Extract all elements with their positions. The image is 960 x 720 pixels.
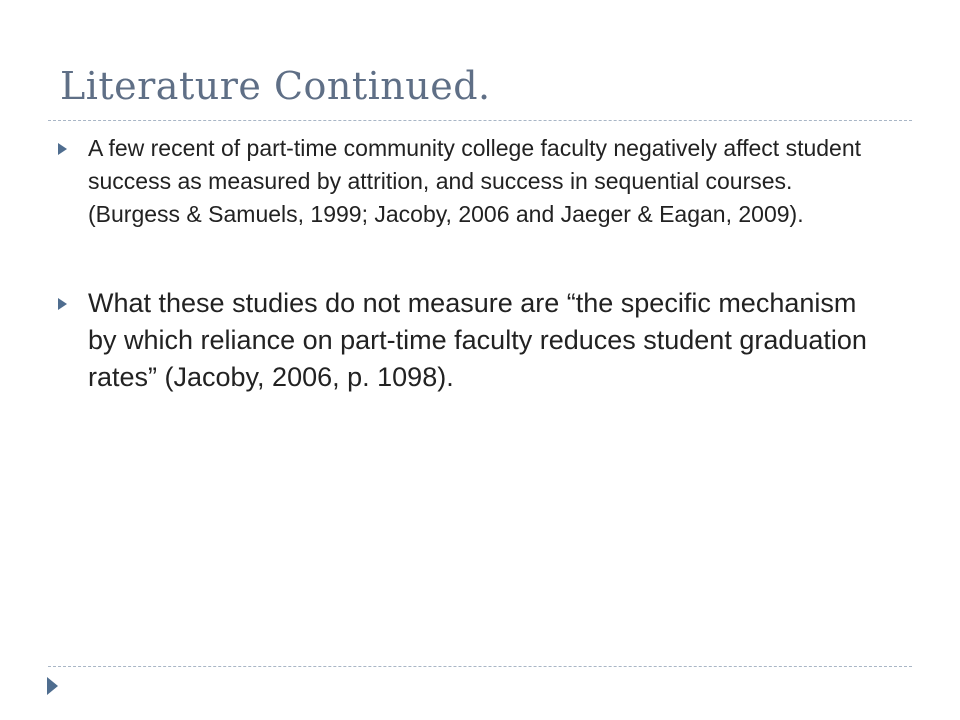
bullet-text: A few recent of part-time community college faculty negatively affect student success as measured by attrition, and success in sequential courses. (Burgess & Samuels, 1999; Jacoby, 2006 and Jaeger & Eagan, 2009). (88, 135, 862, 227)
bullet-item (54, 132, 874, 231)
title-divider (48, 120, 912, 121)
bullet-list (54, 132, 874, 396)
triangle-bullet-icon (58, 143, 67, 155)
triangle-arrow-icon (47, 677, 58, 695)
footer-divider (48, 666, 912, 667)
bullet-text: What these studies do not measure are “the specific mechanism by which reliance on part-time faculty reduces student graduation rates” (Jacoby, 2006, p. 1098). (88, 288, 867, 392)
bullet-item (54, 285, 874, 396)
slide-title: Literature Continued. (60, 64, 491, 108)
triangle-bullet-icon (58, 298, 67, 310)
